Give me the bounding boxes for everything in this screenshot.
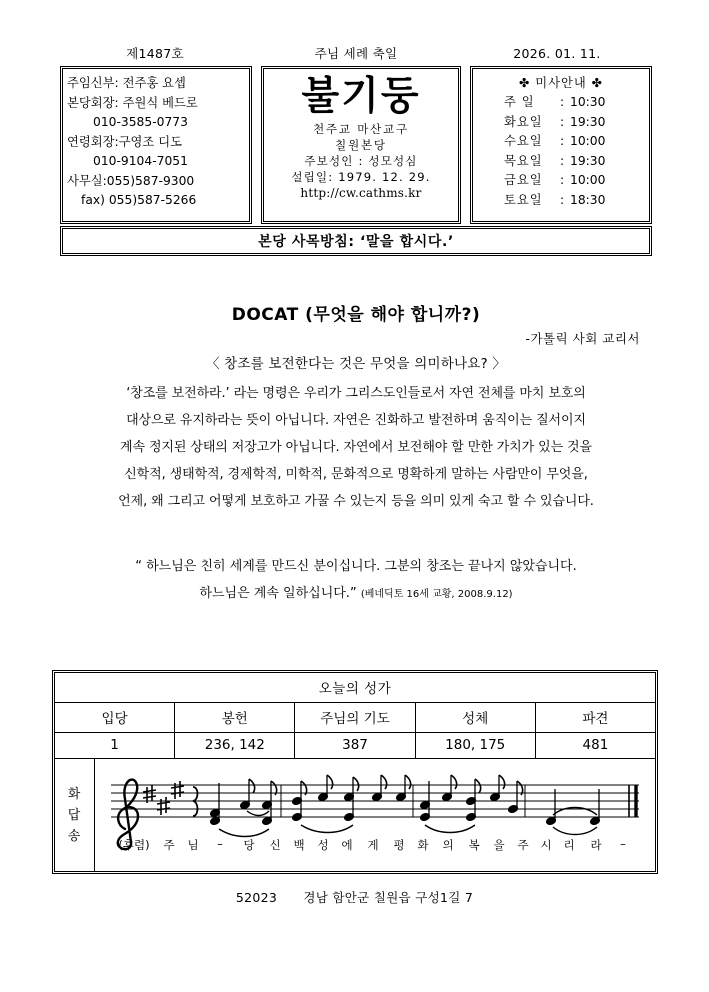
lyric-syllable: 시: [540, 838, 552, 852]
fax-number: fax) 055)587-5266: [81, 193, 197, 207]
article-question: 〈 창조를 보전한다는 것은 무엇을 의미하나요? 〉: [205, 356, 507, 372]
lyric-syllable: –: [217, 837, 223, 851]
lyric-syllable: (후렴): [118, 838, 150, 852]
mass-colon: :: [560, 95, 565, 109]
hymns-value-row: [55, 733, 655, 759]
hymn-column-header: 파견: [582, 711, 609, 727]
bulletin-logo-box: [261, 66, 461, 224]
mass-schedule-row: [477, 171, 645, 191]
parish-name: 칠원본당: [335, 138, 387, 152]
hymns-header-row: [55, 703, 655, 733]
mass-day: 수요일: [504, 134, 543, 148]
mass-day: 화요일: [504, 114, 543, 129]
mass-day: 목요일: [504, 153, 543, 168]
mass-day: 토요일: [504, 192, 543, 207]
responsorial-psalm-label-char: 화: [67, 786, 82, 802]
article-source: -가톨릭 사회 교리서: [525, 331, 640, 346]
key-signature-sharps: [143, 781, 184, 815]
responsorial-psalm-label-char: 송: [67, 828, 82, 844]
mass-time: 19:30: [570, 153, 606, 168]
mass-colon: :: [560, 153, 565, 168]
article-body-line: 언제, 왜 그리고 어떻게 보호하고 가꿀 수 있는지 등을 의미 있게 숙고 할 수 있습니다.: [118, 494, 594, 509]
lyric-syllable: 복: [468, 838, 480, 852]
office-phone: 사무실:055)587-9300: [67, 173, 195, 188]
feast-name: 주님 세례 축일: [314, 46, 398, 61]
lyric-syllable: 당: [243, 838, 255, 852]
lyric-syllable: 을: [493, 838, 505, 852]
lyric-syllable: 평: [393, 838, 405, 852]
quote-line: 하느님은 계속 일하십니다.”: [199, 586, 357, 601]
issue-number: 제1487호: [126, 46, 184, 61]
hymn-column-header: 성체: [416, 703, 536, 732]
mass-day: 주 일: [504, 95, 535, 109]
pastor-line: 주임신부: 전주홍 요셉: [67, 76, 186, 90]
hymn-column-header: 봉헌: [175, 703, 295, 732]
article-title: DOCAT (무엇을 해야 합니까?): [231, 305, 481, 325]
bulletin-title: 불기둥: [301, 74, 421, 119]
mass-time: 10:00: [570, 134, 606, 148]
hymn-column-header: 입당: [55, 703, 175, 732]
mass-schedule-row: [477, 152, 645, 172]
mass-colon: :: [560, 192, 565, 207]
hymn-number: 481: [582, 737, 609, 753]
hymn-number: 387: [295, 733, 415, 758]
street-address: 경남 함안군 칠원읍 구성1길 7: [303, 890, 474, 905]
lyric-syllable: 에: [341, 838, 353, 852]
lyric-syllable: 게: [367, 838, 379, 852]
issue-date: 2026. 01. 11.: [513, 46, 601, 61]
mass-day: 금요일: [504, 173, 543, 187]
parish-motto-banner: 본당 사목방침: ‘말을 합시다.’: [60, 226, 652, 256]
mass-colon: :: [560, 134, 565, 148]
age-group-head-line: 연령회장:구영조 디도: [67, 134, 182, 149]
hymn-number: 236, 142: [175, 733, 295, 758]
masthead-meta: [60, 44, 652, 62]
lyric-syllable: 님: [187, 838, 199, 852]
docat-article: [60, 300, 652, 608]
mass-schedule-heading: ✤ 미사안내 ✤: [519, 76, 603, 90]
article-body: [60, 380, 652, 515]
lyric-syllable: 주: [517, 838, 529, 852]
mass-schedule-row: [477, 113, 645, 133]
article-body-line: ‘창조를 보전하라.’ 라는 명령은 우리가 그리스도인들로서 자연 전체를 마치 보호의: [126, 386, 586, 401]
article-body-line: 대상으로 유지하라는 뜻이 아닙니다. 자연은 진화하고 발전하며 움직이는 질서이지: [126, 413, 586, 428]
mass-time: 19:30: [570, 114, 606, 129]
mass-schedule-row: [477, 191, 645, 211]
postal-code: 52023: [235, 890, 278, 905]
footer-address: [0, 888, 709, 906]
lyric-syllable: 라: [590, 838, 602, 852]
quote-attribution: (베네딕토 16세 교황, 2008.9.12): [360, 589, 513, 600]
mass-time: 18:30: [570, 192, 606, 207]
hymn-lyrics: [111, 837, 639, 853]
mass-time: 10:30: [570, 95, 606, 109]
parish-contact-box: [60, 66, 252, 224]
council-head-line: 본당회장: 주원식 베드로: [67, 95, 198, 110]
council-phone: 010-3585-0773: [93, 115, 188, 129]
responsorial-psalm-label: [55, 759, 95, 871]
note-stems: [219, 775, 599, 820]
mass-schedule-row: [477, 93, 645, 113]
lyric-syllable: 백: [293, 838, 305, 852]
founded-date: 설립일: 1979. 12. 29.: [291, 170, 431, 184]
age-group-phone: 010-9104-7051: [93, 154, 188, 168]
music-staff-svg: [95, 759, 655, 871]
parish-website-link[interactable]: http://cw.cathms.kr: [300, 186, 422, 200]
lyric-syllable: –: [620, 837, 626, 851]
hymn-number: 1: [55, 733, 175, 758]
article-body-line: 계속 정지된 상태의 저장고가 아닙니다. 자연에서 보전해야 할 만한 가치가 있는 것을: [120, 440, 592, 455]
music-notation: [95, 759, 655, 871]
hymn-number: 180, 175: [416, 733, 536, 758]
papal-quote: [60, 553, 652, 608]
hymn-column-header: 주님의 기도: [295, 703, 415, 732]
masthead-boxes: [60, 66, 652, 224]
mass-colon: :: [560, 173, 565, 187]
lyric-syllable: 성: [317, 838, 329, 852]
article-body-line: 신학적, 생태학적, 경제학적, 미학적, 문화적으로 명확하게 말하는 사람만이 무엇을,: [124, 467, 588, 482]
quote-line-with-attribution: [60, 580, 652, 608]
quote-line: “ 하느님은 친히 세계를 만드신 분이십니다. 그분의 창조는 끝나지 않았습니다.: [135, 559, 577, 574]
lyric-syllable: 주: [163, 838, 175, 852]
slurs: [219, 808, 597, 837]
lyric-syllable: 리: [563, 838, 575, 852]
responsorial-psalm-row: [55, 759, 655, 871]
lyric-syllable: 의: [442, 838, 454, 852]
responsorial-psalm-label-char: 답: [67, 807, 82, 823]
todays-hymns-table: [52, 670, 658, 874]
patron-saint: 주보성인 : 성모성심: [304, 154, 418, 168]
lyric-syllable: 신: [269, 838, 281, 852]
hymns-table-caption: 오늘의 성가: [55, 673, 655, 703]
mass-time: 10:00: [570, 173, 606, 187]
mass-schedule-box: [470, 66, 652, 224]
lyric-syllable: 화: [417, 838, 429, 852]
mass-schedule-row: [477, 132, 645, 152]
mass-colon: :: [560, 114, 565, 129]
diocese-name: 천주교 마산교구: [313, 122, 409, 136]
